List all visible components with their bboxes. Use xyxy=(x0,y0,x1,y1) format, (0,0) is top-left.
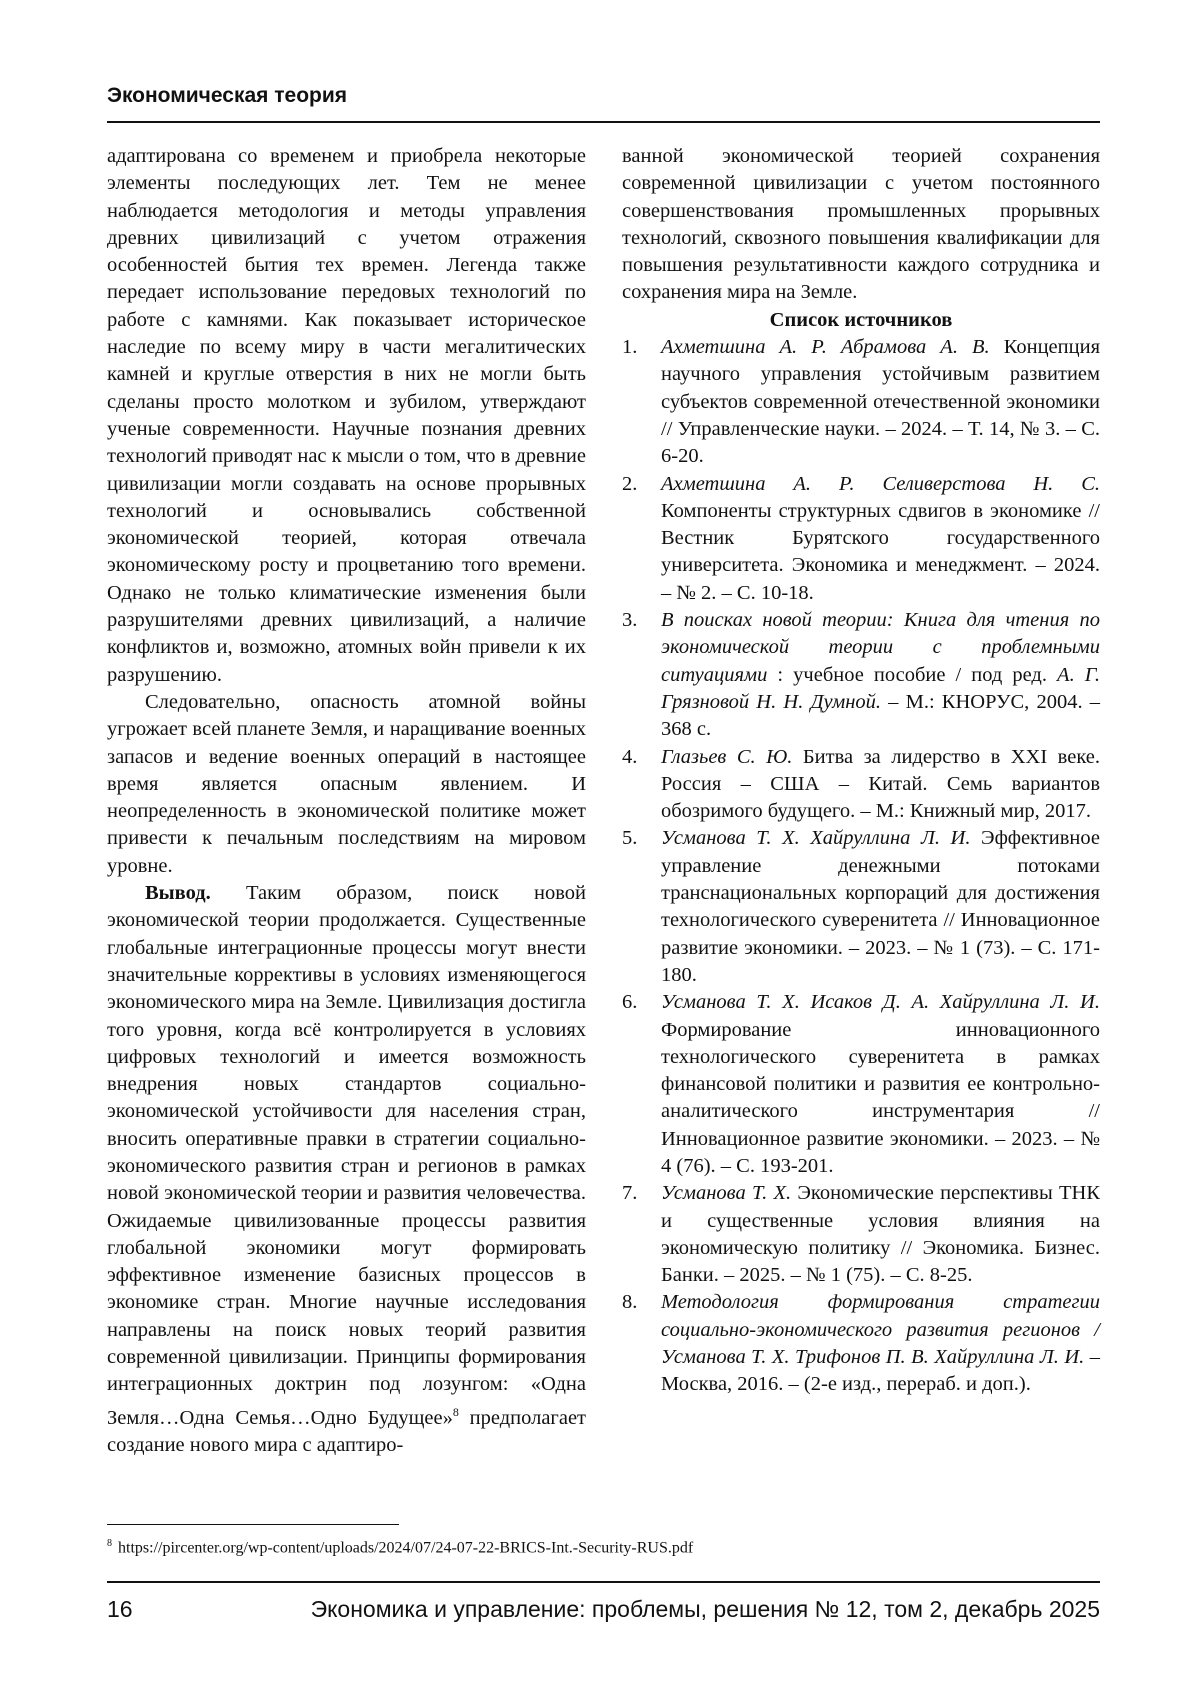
reference-authors: Глазьев С. Ю. xyxy=(661,746,792,768)
footnote-number: 8 xyxy=(107,1538,112,1549)
reference-item xyxy=(622,989,1100,1180)
reference-authors: Методология формирования стратегии социально-экономического развития регионов / Усманова Т. Х. Трифонов П. В. Хайруллина Л. И. xyxy=(661,1291,1100,1368)
reference-authors: Ахметшина А. Р. Абрамова А. В. xyxy=(661,336,990,358)
conclusion-text-end: предполагает создание нового мира с адаптиро- xyxy=(107,1406,586,1455)
body-paragraph-2: Следовательно, опасность атомной войны угрожает всей планете Земля, и наращивание военных запасов и ведение военных операций в настоящее время является опасным явлением. И неопределенность в экономической политике может привести к печальным последствиям на мировом уровне. xyxy=(107,689,586,880)
reference-item xyxy=(622,471,1100,607)
page-number: 16 xyxy=(107,1596,133,1623)
journal-info: Экономика и управление: проблемы, решения № 12, том 2, декабрь 2025 xyxy=(311,1596,1100,1623)
page-footer xyxy=(107,1596,1100,1623)
reference-number: 1. xyxy=(622,334,637,361)
reference-number: 3. xyxy=(622,607,637,634)
references-title: Список источников xyxy=(622,307,1100,334)
footnote-link[interactable]: https://pircenter.org/wp-content/uploads/2024/07/24-07-22-BRICS-Int.-Security-RUS.pdf xyxy=(118,1539,693,1556)
body-paragraph-continued: ванной экономической теорией сохранения современной цивилизации с учетом постоянного совершенствования промышленных прорывных технологий, сквозного повышения квалификации для повышения результативности каждого сотрудника и сохранения мира на Земле. xyxy=(622,143,1100,307)
reference-text: : учебное пособие / под ред. xyxy=(767,664,1057,686)
journal-page xyxy=(0,0,1200,1698)
reference-number: 7. xyxy=(622,1180,637,1207)
footnote-marker[interactable]: 8 xyxy=(453,1405,459,1419)
footnote xyxy=(107,1538,1100,1557)
reference-text: Формирование инновационного технологического суверенитета в рамках финансовой политики и развития ее контрольно-аналитического инструментария // Инновационное развитие экономики. – 2023. – № 4 (76). – С. 193-201. xyxy=(661,1019,1100,1177)
reference-item xyxy=(622,1180,1100,1289)
reference-item xyxy=(622,334,1100,470)
reference-text: Экономические перспективы ТНК и существенные условия влияния на экономическую политику // Экономика. Бизнес. Банки. – 2025. – № 1 (75). – С. 8-25. xyxy=(661,1182,1100,1286)
right-column xyxy=(622,143,1100,1399)
reference-number: 8. xyxy=(622,1289,637,1316)
reference-text: – Москва, 2016. – (2-е изд., перераб. и доп.). xyxy=(661,1346,1100,1395)
reference-item xyxy=(622,825,1100,989)
reference-editors: А. Г. Грязновой Н. Н. Думной. xyxy=(661,664,1100,713)
reference-text: Компоненты структурных сдвигов в экономике // Вестник Бурятского государственного университета. Экономика и менеджмент. – 2024. – № 2. – С. 10-18. xyxy=(661,500,1100,604)
reference-authors: В поисках новой теории: Книга для чтения по экономической теории с проблемными ситуациями xyxy=(661,609,1100,686)
reference-authors: Усманова Т. Х. Хайруллина Л. И. xyxy=(661,827,970,849)
conclusion-paragraph xyxy=(107,880,586,1459)
reference-text: Эффективное управление денежными потоками транснациональных корпораций для достижения технологического суверенитета // Инновационное развитие экономики. – 2023. – № 1 (73). – С. 171-180. xyxy=(661,827,1100,985)
reference-authors: Усманова Т. Х. Исаков Д. А. Хайруллина Л. И. xyxy=(661,991,1100,1013)
reference-item xyxy=(622,607,1100,743)
reference-item xyxy=(622,1289,1100,1398)
header-divider xyxy=(107,121,1100,123)
reference-text-end: – М.: КНОРУС, 2004. – 368 с. xyxy=(661,691,1100,740)
body-paragraph-1: адаптирована со временем и приобрела некоторые элементы последующих лет. Тем не менее наблюдается методология и методы управления древних цивилизаций с учетом отражения особенностей бытия тех времен. Легенда также передает использование передовых технологий по работе с камнями. Как показывает историческое наследие по всему миру в части мегалитических камней и круглые отверстия в них не могли быть сделаны просто молотком и зубилом, утверждают ученые современности. Научные познания древних технологий приводят нас к мысли о том, что в древние цивилизации могли создавать на основе прорывных технологий и основывались собственной экономической теорией, которая отвечала экономическому росту и процветанию того времени. Однако не только климатические изменения были разрушителями древних цивилизаций, а наличие конфликтов и, возможно, атомных войн привели к их разрушению. xyxy=(107,143,586,689)
conclusion-text: Таким образом, поиск новой экономической теории продолжается. Существенные глобальные интеграционные процессы могут внести значительные коррективы в условиях изменяющегося экономического мира на Земле. Цивилизация достигла того уровня, когда всё контролируется в условиях цифровых технологий и имеется возможность внедрения новых стандартов социально-экономической устойчивости для населения стран, вносить оперативные правки в стратегии социально-экономического развития стран и регионов в рамках новой экономической теории и развития человечества. Ожидаемые цивилизованные процессы развития глобальной экономики могут формировать эффективное изменение базисных процессов в экономике стран. Многие научные исследования направлены на поиск новых теорий развития современной цивилизации. Принципы формирования интеграционных доктрин под лозунгом: «Одна Земля…Одна Семья…Одно Будущее» xyxy=(107,882,586,1428)
reference-item xyxy=(622,744,1100,826)
reference-number: 2. xyxy=(622,471,637,498)
reference-number: 4. xyxy=(622,744,637,771)
reference-number: 5. xyxy=(622,825,637,852)
reference-number: 6. xyxy=(622,989,637,1016)
footnote-divider xyxy=(107,1524,399,1525)
references-list xyxy=(622,334,1100,1399)
reference-authors: Усманова Т. Х. xyxy=(661,1182,791,1204)
conclusion-label: Вывод. xyxy=(145,882,211,904)
footer-divider xyxy=(107,1581,1100,1583)
reference-text: Битва за лидерство в XXI веке. Россия – США – Китай. Семь вариантов обозримого будущего. – М.: Книжный мир, 2017. xyxy=(661,746,1100,823)
section-header: Экономическая теория xyxy=(107,84,1100,108)
reference-authors: Ахметшина А. Р. Селиверстова Н. С. xyxy=(661,473,1100,495)
reference-text: Концепция научного управления устойчивым развитием субъектов современной отечественной экономики // Управленческие науки. – 2024. – Т. 14, № 3. – С. 6-20. xyxy=(661,336,1100,467)
left-column xyxy=(107,143,586,1459)
